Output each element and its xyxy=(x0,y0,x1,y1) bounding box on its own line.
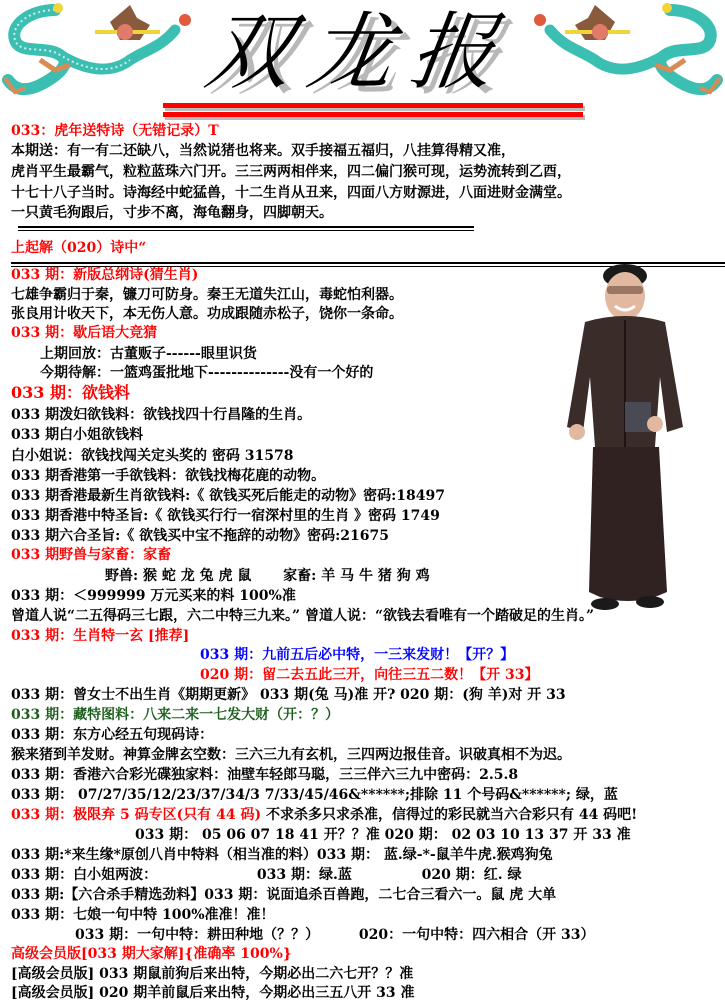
qiniang-020: 020：一句中特：四六相合（开 33） xyxy=(358,927,595,943)
limit-zone-result: 033 期： 05 06 07 18 41 开？？准 020 期： 02 03 10 13 37 开 33 准 xyxy=(135,827,631,843)
divider xyxy=(18,226,474,231)
outline-poem-line: 七雄争霸归于秦，镰刀可防身。秦王无道失江山，毒蛇怕利器。 xyxy=(11,287,403,303)
taoist-line: 曾道人说“二五得码三七跟，六二中特三九来。” 曾道人说：“欲钱去看唯有一个踏破足的生肖。” xyxy=(11,608,595,624)
poem-line: 十七十八子当时。诗海经中蛇猛兽，十二生肖从丑来，四面八方财源进，八面进财金满堂。 xyxy=(11,185,571,201)
limit-zone-tail: 不求杀多只求杀准，信得过的彩民就当六合彩只有 44 码吧! xyxy=(265,807,638,823)
vip-heading: 高级会员版[033 期大家解]{准确率 100%} xyxy=(11,946,292,962)
money-line: 白小姐说：欲钱找闯关定头奖的 密码 31578 xyxy=(11,448,294,464)
poem-line: 一只黄毛狗跟后，寸步不离，海龟翻身，四脚朝天。 xyxy=(11,205,333,221)
hidden-material-line: 033 期：藏特图料：八来二来一七发大财（开：？） xyxy=(11,707,340,723)
vip-line: [高级会员版] 020 期羊前鼠后来出特，今期必出三五八开 33 准 xyxy=(11,985,415,1001)
limit-zone-line xyxy=(11,805,637,825)
bai-033: 033 期：绿.蓝 xyxy=(256,867,352,883)
ms-zeng-line: 033 期：曾女士不出生肖《期期更新》 033 期(兔 马)准 开? 020 期：(狗 羊)对 开 33 xyxy=(11,687,566,703)
beasts-wild-label: 野兽: xyxy=(105,568,139,584)
money-line: 033 期香港最新生肖欲钱料:《 欲钱买死后能走的动物》密码:18497 xyxy=(11,488,446,504)
beasts-domestic-list: 羊 马 牛 猪 狗 鸡 xyxy=(321,568,430,584)
numbers-line: 033 期： 07/27/35/12/23/37/34/3 7/33/45/46&******;排除 11 个号码&******; 绿，蓝 xyxy=(11,787,618,803)
beasts-heading: 033 期野兽与家畜：家畜 xyxy=(11,547,172,563)
outline-poem-line: 张良用计收天下，本无伤人意。功成跟随赤松子，饶你一条命。 xyxy=(11,306,403,322)
east-poem: 猴来猪到羊发财。神算金牌玄空数：三六三九有玄机，三四两边报佳音。识破真相不为迟。 xyxy=(11,747,571,763)
eight-zodiac-line: 033 期:*来生缘*原创八肖中特料（相当准的料）033 期： 蓝.绿-*-鼠羊牛虎.猴鸡狗兔 xyxy=(11,847,553,863)
east-heading: 033 期：东方心经五句现码诗： xyxy=(11,727,214,743)
money-line: 033 期香港第一手欲钱料：欲钱找梅花鹿的动物。 xyxy=(11,468,326,484)
qiniang-line: 033 期：七娘一句中特 100%准准！准！ xyxy=(11,907,275,923)
money-line: 033 期白小姐欲钱料 xyxy=(11,427,144,443)
taoist-figure-image xyxy=(555,262,695,614)
outline-poem-heading: 033 期：新版总纲诗(猜生肖) xyxy=(11,267,199,283)
beasts-domestic-label: 家畜: xyxy=(283,568,317,584)
riddle-heading: 033 期：歇后语大竞猜 xyxy=(11,325,158,341)
riddle-last: 上期回放：古董贩子------眼里识货 xyxy=(40,346,257,362)
hk-cd-line: 033 期：香港六合彩光碟独家料：油壁车轻郎马聪，三三伴六三九中密码：2.5.8 xyxy=(11,767,519,783)
red-prediction: 020 期：留二去五此三开，向往三五二数！【开 33】 xyxy=(200,667,539,683)
beasts-wild xyxy=(105,566,430,586)
killer-line: 033 期:【六合杀手精选劲料】033 期：说面追杀百兽跑，二七合三看六一。鼠 虎 大单 xyxy=(11,887,557,903)
vip-line: [高级会员版] 033 期鼠前狗后来出特，今期必出二六七开？？准 xyxy=(11,966,414,982)
money-line: 033 期泼妇欲钱料：欲钱找四十行昌隆的生肖。 xyxy=(11,407,312,423)
bai-020: 020 期：红. 绿 xyxy=(421,867,522,883)
masthead-title: 双龙报 xyxy=(200,3,520,101)
one-zodiac-heading: 033 期：生肖特一玄 [推荐] xyxy=(11,628,190,644)
qiniang-033: 033 期：一句中特：耕田种地（？？） xyxy=(75,927,320,943)
qiniang-results xyxy=(75,925,594,945)
money-line: 033 期六合圣旨:《 欲钱买中宝不拖辞的动物》密码:21675 xyxy=(11,528,390,544)
bai-waves-line xyxy=(11,865,521,885)
poem-heading: 033：虎年送特诗（无错记录）T xyxy=(11,123,219,139)
masthead-bar xyxy=(163,103,583,108)
beasts-wild-list: 猴 蛇 龙 兔 虎 鼠 xyxy=(143,568,252,584)
masthead-header xyxy=(0,0,725,118)
riddle-current: 今期待解：一篮鸡蛋批地下--------------没有一个好的 xyxy=(40,365,374,381)
limit-zone-heading: 033 期：极限弃 5 码专区(只有 44 码) xyxy=(11,807,262,823)
poem-line: 虎肖平生最霸气，粒粒蓝珠六门开。三三两两相伴来，四二偏门猴可现，运势流转到乙酉， xyxy=(11,164,571,180)
buy-line: 033 期：＜999999 万元买来的料 100%准 xyxy=(11,588,296,604)
money-heading: 033 期：欲钱料 xyxy=(11,383,130,402)
poem-line: 本期送：有一有二还缺八，当然说猪也将来。双手接福五福归，八挂算得精又准， xyxy=(11,143,515,159)
blue-prediction: 033 期：九前五后必中特，一三来发财！【开？】 xyxy=(200,647,515,663)
last-solution: 上起解（020）诗中“ xyxy=(11,240,147,256)
money-line: 033 期香港中特圣旨:《 欲钱买行行一宿深村里的生肖 》密码 1749 xyxy=(11,508,440,524)
bai-label: 033 期：白小姐两波： xyxy=(11,867,158,883)
masthead-bar xyxy=(163,112,583,117)
